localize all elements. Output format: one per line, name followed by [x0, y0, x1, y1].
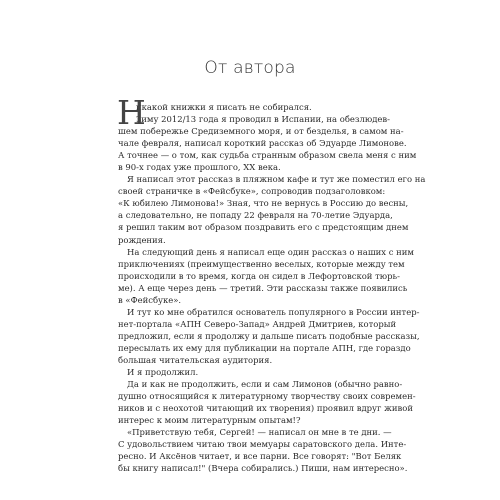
text-line: приключениях (преимущественно веселых, которые между тем	[118, 258, 405, 269]
text-line: И я продолжил.	[127, 367, 199, 378]
page-body-text	[117, 93, 426, 474]
text-line: большая читательская аудитория.	[118, 354, 273, 365]
text-line: душно относящийся к литературному творчеству своих современ-	[118, 391, 416, 402]
text-line: А точнее — о том, как судьба странным образом свела меня с ним	[118, 150, 417, 161]
text-line: ме). А еще через день — третий. Эти рассказы также появились	[118, 282, 408, 293]
text-line: Зиму 2012/13 года я проводил в Испании, на обезлюдев-	[136, 114, 391, 125]
text-line: «Приветствую тебя, Сергей! — написал он мне в те дни. —	[127, 427, 392, 438]
text-line: пересылать их ему для публикации на портале АПН, где гораздо	[118, 342, 411, 353]
text-line: я решил таким вот образом поздравить его с предстоящим днем	[118, 222, 409, 233]
text-line: Я написал этот рассказ в пляжном кафе и тут же поместил его на	[127, 174, 426, 185]
text-line: ресно. И Аксёнов читает, и все парни. Все говорят: "Вот Беляк	[118, 451, 402, 462]
text-line: Да и как не продолжить, если и сам Лимонов (обычно равно-	[127, 379, 403, 390]
text-line: И тут ко мне обратился основатель популярного в России интер-	[127, 306, 420, 317]
text-line: шем побережье Средиземного моря, и от безделья, в самом на-	[118, 126, 404, 137]
text-line: происходили в то время, когда он сидел в Лефортовской тюрь-	[118, 270, 400, 281]
text-line: предложил, если я продолжу и дальше писать подобные рассказы,	[118, 330, 420, 341]
text-line: в 90-х годах уже прошлого, XX века.	[118, 162, 281, 173]
text-line: нет-портала «АПН Северо-Запад» Андрей Дмитриев, который	[118, 318, 397, 329]
text-line: ников и с неохотой читающий их творения) проявил вдруг живой	[118, 403, 413, 414]
drop-cap: Н	[117, 93, 146, 132]
text-line: «К юбилею Лимонова!» Зная, что не вернусь в Россию до весны,	[118, 198, 409, 209]
page-title: От автора	[204, 58, 296, 78]
text-line: чале февраля, написал короткий рассказ об Эдуарде Лимонове.	[118, 138, 407, 149]
text-line: бы книгу написал!" (Вчера собирались.) Пиши, нам интересно».	[118, 463, 408, 474]
text-line: рождения.	[118, 234, 166, 245]
text-line: в «Фейсбуке».	[118, 294, 182, 305]
text-line: С удовольствием читаю твои мемуары саратовского дела. Инте-	[118, 439, 407, 450]
text-line: икакой книжки я писать не собирался.	[136, 102, 312, 112]
text-line: На следующий день я написал еще один рассказ о наших с ним	[127, 246, 414, 257]
text-line: своей страничке в «Фейсбуке», сопроводив подзаголовком:	[118, 186, 386, 197]
text-line: интерес к моим литературным опытам!?	[118, 415, 301, 426]
text-line: а следовательно, не попаду 22 февраля на 70-летие Эдуарда,	[118, 210, 393, 221]
